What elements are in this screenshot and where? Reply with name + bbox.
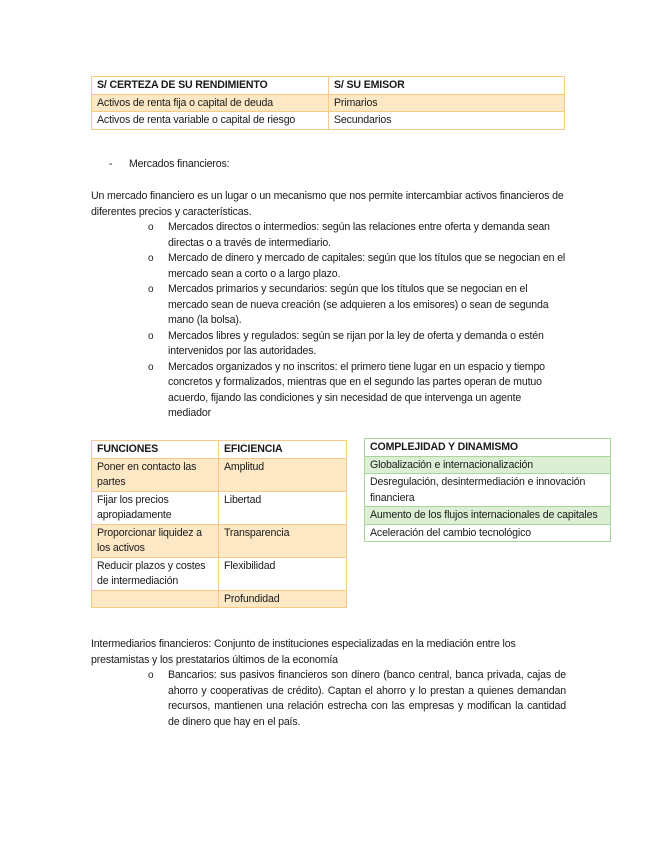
list-item — [146, 329, 566, 360]
table-cell: Aumento de los flujos internacionales de capitales — [365, 507, 611, 525]
table-header-cell: FUNCIONES — [92, 441, 219, 459]
table-row — [92, 557, 347, 590]
table-row — [365, 456, 611, 474]
list-item-text: Bancarios: sus pasivos financieros son dinero (banco central, banca privada, cajas de ahorro y cooperativas de crédito). Captan el ahorro y lo prestan a quienes demandan recursos, mantienen una relación estrecha con las empresas y modifican la cantidad de dinero que hay en el país. — [168, 669, 566, 728]
table-cell: Secundarios — [329, 112, 565, 130]
table-cell: Activos de renta variable o capital de riesgo — [92, 112, 329, 130]
list-item — [146, 220, 566, 251]
mercados-heading-text: Mercados financieros: — [129, 158, 230, 170]
table-cell: Reducir plazos y costes de intermediación — [92, 557, 219, 590]
list-item-text: Mercados primarios y secundarios: según que los títulos que se negocian en el mercado sean de nueva creación (se adquieren a los emisores) o sean de segunda mano (la bolsa). — [168, 283, 549, 326]
intermediarios-intro: Intermediarios financieros: Conjunto de instituciones especializadas en la mediación entre los prestamistas y los prestatarios últimos de la economía — [91, 638, 516, 666]
table-cell: Transparencia — [219, 524, 347, 557]
table-row — [92, 590, 347, 608]
complejidad-table — [364, 438, 611, 542]
list-item — [146, 668, 566, 730]
list-item-text: Mercados organizados y no inscritos: el primero tiene lugar en un espacio y tiempo concretos y formalizados, mientras que en el segundo las partes operan de mutuo acuerdo, fijando las condiciones y sin necesidad de que intervenga un agente mediador — [168, 360, 545, 419]
table-cell: Activos de renta fija o capital de deuda — [92, 94, 329, 112]
table-header-row — [365, 439, 611, 457]
table-row — [92, 458, 347, 491]
table-cell: Aceleración del cambio tecnológico — [365, 524, 611, 542]
table-header-row — [92, 441, 347, 459]
mercados-list — [146, 220, 566, 422]
intermediarios-list — [146, 668, 566, 730]
table-row — [365, 524, 611, 542]
table-cell: Amplitud — [219, 458, 347, 491]
funciones-eficiencia-table — [91, 440, 347, 608]
bullet-icon: o — [148, 253, 154, 264]
table-header-cell: S/ CERTEZA DE SU RENDIMIENTO — [92, 77, 329, 95]
table-cell: Globalización e internacionalización — [365, 456, 611, 474]
bullet-icon: o — [148, 670, 154, 681]
table-cell: Profundidad — [219, 590, 347, 608]
table-cell: Primarios — [329, 94, 565, 112]
table-row — [92, 94, 565, 112]
dash-bullet: - — [109, 158, 113, 170]
table-cell: Desregulación, desintermediación e innovación financiera — [365, 474, 611, 507]
list-item-text: Mercados directos o intermedios: según las relaciones entre oferta y demanda sean directas o a través de intermediario. — [168, 221, 550, 249]
mercados-intro: Un mercado financiero es un lugar o un mecanismo que nos permite intercambiar activos financieros de diferentes precios y características. — [91, 190, 564, 218]
table-row — [365, 507, 611, 525]
bullet-icon: o — [148, 330, 154, 342]
list-item — [146, 282, 566, 329]
list-item-text: Mercados libres y regulados: según se rijan por la ley de oferta y demanda o estén intervenidos por las autoridades. — [168, 329, 544, 357]
table-cell: Fijar los precios apropiadamente — [92, 491, 219, 524]
table-header-cell: COMPLEJIDAD Y DINAMISMO — [365, 439, 611, 457]
table-header-row — [92, 77, 565, 95]
table-cell: Poner en contacto las partes — [92, 458, 219, 491]
table-cell: Proporcionar liquidez a los activos — [92, 524, 219, 557]
list-item — [146, 251, 566, 282]
table-header-cell: EFICIENCIA — [219, 441, 347, 459]
asset-classification-table — [91, 76, 565, 130]
list-item — [146, 360, 566, 422]
table-cell: Flexibilidad — [219, 557, 347, 590]
list-item-text: Mercado de dinero y mercado de capitales: según que los títulos que se negocian en el mercado sean a corto o a largo plazo. — [168, 252, 566, 280]
bullet-icon: o — [148, 222, 154, 233]
table-row — [92, 524, 347, 557]
table-row — [92, 491, 347, 524]
table-cell — [92, 590, 219, 608]
table-header-cell: S/ SU EMISOR — [329, 77, 565, 95]
table-row — [92, 112, 565, 130]
bullet-icon: o — [148, 361, 154, 373]
bullet-icon: o — [148, 284, 154, 295]
table-cell: Libertad — [219, 491, 347, 524]
table-row — [365, 474, 611, 507]
